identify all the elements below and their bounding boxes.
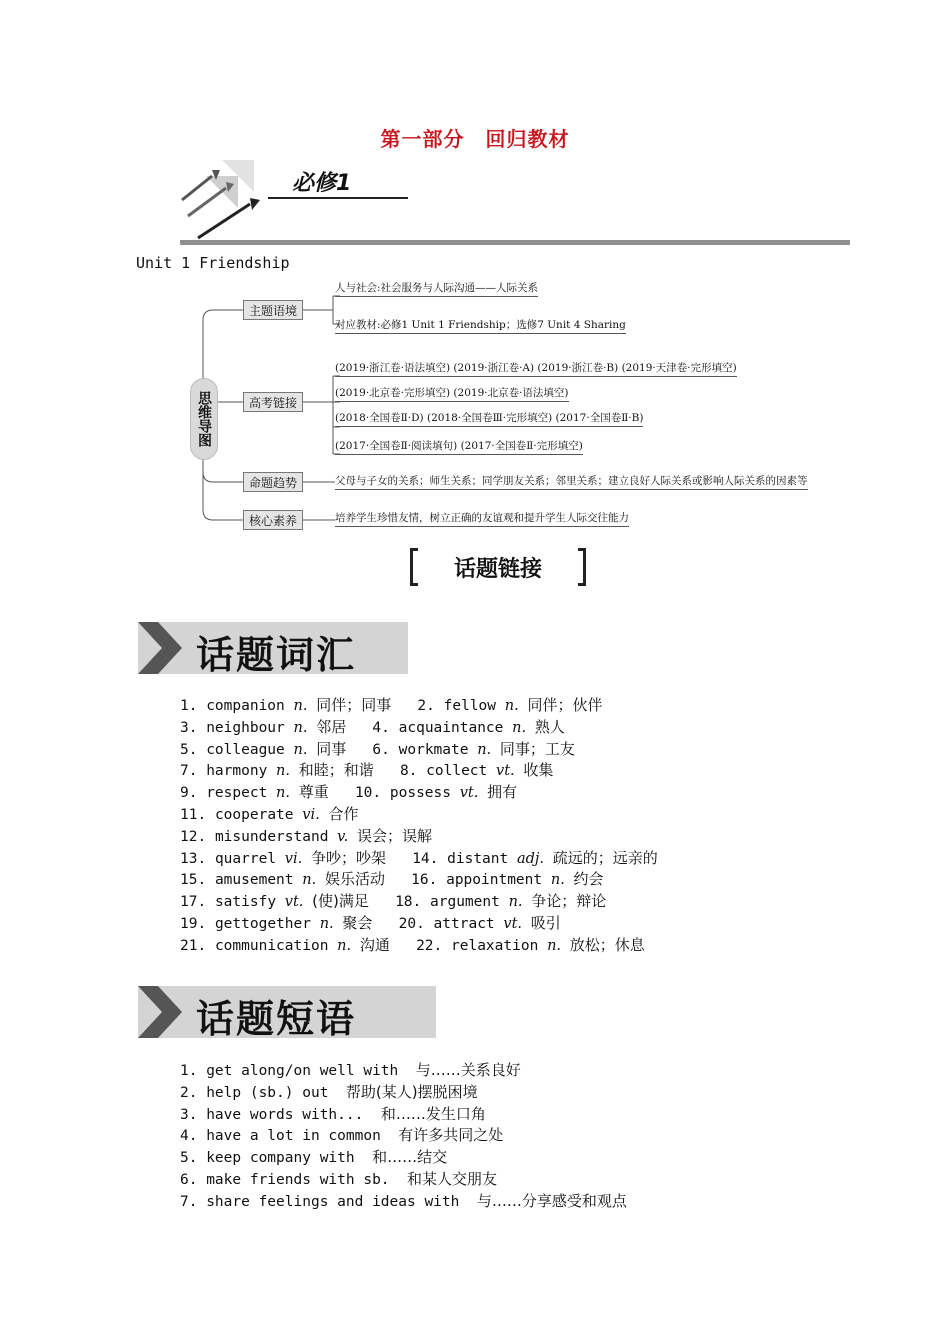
vocab-number: 7. <box>180 763 198 780</box>
phrase-english: have a lot in common <box>206 1128 381 1145</box>
bracket-right <box>578 548 586 586</box>
vocab-row <box>180 760 658 782</box>
vocab-pos: n. <box>337 937 352 954</box>
vocab-meaning: 娱乐活动 <box>324 870 385 889</box>
vocab-pos: n. <box>293 698 308 714</box>
mind-map-leaf: (2017·全国卷Ⅱ·阅读填句) (2017·全国卷Ⅱ·完形填空) <box>335 438 583 455</box>
mind-map-center: 思维导图 <box>190 378 218 460</box>
book-title: 必修1 <box>292 171 352 196</box>
vocab-number: 6. <box>372 741 390 758</box>
vocab-word: quarrel <box>214 850 277 867</box>
vocab-word: attract <box>433 915 495 932</box>
phrase-meaning: 与……关系良好 <box>415 1061 521 1079</box>
mind-map-node: 高考链接 <box>243 392 303 412</box>
vocab-pos: adj. <box>516 850 545 867</box>
mind-map <box>185 272 865 540</box>
phrase-english: make friends with sb. <box>206 1171 390 1188</box>
vocab-word: distant <box>447 850 509 867</box>
part-title: 第一部分 回归教材 <box>380 127 570 151</box>
vocab-number: 18. <box>395 894 422 911</box>
vocab-word: acquaintance <box>398 719 504 736</box>
vocab-pos: n. <box>477 741 492 758</box>
phrase-english: keep company with <box>206 1150 355 1167</box>
phrase-row <box>180 1191 627 1213</box>
phrase-number: 7. <box>180 1193 198 1210</box>
phrase-number: 2. <box>180 1084 198 1101</box>
vocab-pos: vt. <box>503 915 523 932</box>
topic-link-heading <box>410 548 586 586</box>
vocab-pos: n. <box>512 719 527 736</box>
vocab-word: fellow <box>443 698 497 714</box>
vocab-word: collect <box>426 763 488 780</box>
phrase-number: 3. <box>180 1106 198 1123</box>
phrase-english: help (sb.) out <box>206 1084 329 1101</box>
vocab-pos: vt. <box>284 894 304 911</box>
vocab-row <box>180 891 658 913</box>
vocab-meaning: 沟通 <box>359 935 390 954</box>
mind-map-leaf: 父母与子女的关系；师生关系；同学朋友关系；邻里关系；建立良好人际关系或影响人际关系的因素等 <box>335 473 808 490</box>
vocab-number: 10. <box>354 785 382 802</box>
vocab-number: 16. <box>411 872 438 889</box>
banner-divider <box>180 240 850 245</box>
phrase-row <box>180 1104 627 1126</box>
vocab-pos: n. <box>547 937 562 954</box>
phrase-english: get along/on well with <box>206 1063 399 1079</box>
vocab-meaning: 收集 <box>523 761 554 780</box>
phrase-row <box>180 1060 627 1082</box>
vocab-meaning: 误会；误解 <box>357 826 433 845</box>
phrase-row <box>180 1169 627 1191</box>
phrase-number: 4. <box>180 1128 198 1145</box>
vocab-meaning: 邻居 <box>316 717 347 736</box>
phrase-number: 6. <box>180 1171 198 1188</box>
vocab-section-title: 话题词汇 <box>196 633 357 677</box>
vocab-word: cooperate <box>214 806 294 823</box>
phrase-meaning: 和……发生口角 <box>380 1104 486 1123</box>
vocab-number: 1. <box>180 698 198 714</box>
vocab-meaning: 同事；工友 <box>499 739 575 758</box>
vocab-meaning: 同伴；同事 <box>316 696 392 714</box>
unit-title: Unit 1 Friendship <box>136 254 290 272</box>
phrase-meaning: 和……结交 <box>372 1148 448 1167</box>
vocab-number: 11. <box>180 806 207 823</box>
vocab-word: possess <box>389 785 451 802</box>
vocab-number: 22. <box>416 937 443 954</box>
vocab-meaning: 放松；休息 <box>569 935 645 954</box>
mind-map-leaf: (2019·浙江卷·语法填空) (2019·浙江卷·A) (2019·浙江卷·B) (2019·天津卷·完形填空) <box>335 360 737 377</box>
vocab-meaning: 拥有 <box>487 783 518 802</box>
vocab-pos: vt. <box>496 763 515 780</box>
vocab-pos: n. <box>276 763 290 780</box>
vocab-word: workmate <box>398 741 469 758</box>
vocab-word: harmony <box>206 763 268 780</box>
vocab-word: relaxation <box>451 937 539 954</box>
vocab-meaning: 同事 <box>316 739 347 758</box>
vocab-word: amusement <box>214 872 294 889</box>
vocab-word: gettogether <box>214 915 311 932</box>
vocab-word: companion <box>206 698 285 714</box>
vocab-number: 5. <box>180 741 198 758</box>
vocab-row <box>180 935 658 957</box>
vocab-word: misunderstand <box>214 828 329 845</box>
vocab-row <box>180 869 658 891</box>
mind-map-leaf: (2018·全国卷Ⅱ·D) (2018·全国卷Ⅲ·完形填空) (2017·全国卷Ⅱ·B) <box>335 410 643 427</box>
vocab-meaning: 聚会 <box>342 913 373 932</box>
phrase-meaning: 和某人交朋友 <box>407 1169 498 1188</box>
phrase-number: 5. <box>180 1150 198 1167</box>
vocab-meaning: 争吵；吵架 <box>310 848 386 867</box>
phrase-meaning: 与……分享感受和观点 <box>476 1191 627 1210</box>
phrase-row <box>180 1147 627 1169</box>
vocab-row <box>180 848 658 870</box>
book-title-underline <box>268 197 408 199</box>
vocab-meaning: 熟人 <box>534 717 565 736</box>
vocab-pos: n. <box>508 894 523 911</box>
vocab-pos: n. <box>293 719 308 736</box>
phrase-meaning: 有许多共同之处 <box>398 1126 504 1145</box>
phrase-list <box>180 1060 627 1213</box>
vocab-word: colleague <box>206 741 285 758</box>
phrase-english: have words with... <box>206 1106 364 1123</box>
vocab-number: 19. <box>180 915 207 932</box>
vocab-number: 8. <box>399 763 418 780</box>
mind-map-node: 主题语境 <box>243 300 303 320</box>
bracket-left <box>410 548 418 586</box>
vocab-pos: vi. <box>302 806 320 823</box>
phrase-section-banner <box>138 986 436 1041</box>
vocab-number: 17. <box>180 894 207 911</box>
vocab-pos: vt. <box>459 785 479 802</box>
vocab-word: neighbour <box>206 719 285 736</box>
vocab-row <box>180 695 658 717</box>
vocab-number: 13. <box>180 850 207 867</box>
vocab-number: 4. <box>372 719 390 736</box>
vocab-number: 14. <box>412 850 439 867</box>
phrase-row <box>180 1125 627 1147</box>
vocab-row <box>180 804 658 826</box>
vocab-number: 9. <box>180 785 198 802</box>
vocab-meaning: 同伴；伙伴 <box>527 696 603 714</box>
vocab-section-banner <box>138 622 408 677</box>
vocab-word: respect <box>206 785 268 802</box>
vocab-meaning: 合作 <box>328 804 359 823</box>
vocab-row <box>180 782 658 804</box>
vocab-list <box>180 695 658 957</box>
vocab-pos: vi. <box>284 850 303 867</box>
vocab-meaning: 约会 <box>573 870 604 889</box>
mind-map-leaf: (2019·北京卷·完形填空) (2019·北京卷·语法填空) <box>335 385 569 402</box>
vocab-meaning: 争论；辩论 <box>531 892 607 911</box>
mind-map-leaf: 培养学生珍惜友情，树立正确的友谊观和提升学生人际交往能力 <box>335 510 629 527</box>
vocab-word: satisfy <box>214 894 277 911</box>
vocab-meaning: (使)满足 <box>312 892 369 911</box>
vocab-number: 3. <box>180 719 198 736</box>
vocab-pos: n. <box>302 872 317 889</box>
vocab-pos: v. <box>337 828 349 845</box>
vocab-word: communication <box>214 937 329 954</box>
chevron-right-icon <box>138 622 186 674</box>
mind-map-leaf: 人与社会:社会服务与人际沟通——人际关系 <box>335 280 538 297</box>
vocab-pos: n. <box>319 915 334 932</box>
vocab-row <box>180 717 658 739</box>
phrase-english: share feelings and ideas with <box>206 1193 460 1210</box>
vocab-meaning: 吸引 <box>530 913 561 932</box>
phrase-row <box>180 1082 627 1104</box>
vocab-number: 20. <box>398 915 425 932</box>
vocab-pos: n. <box>293 741 308 758</box>
phrase-number: 1. <box>180 1063 198 1079</box>
vocab-row <box>180 826 658 848</box>
topic-link-label: 话题链接 <box>453 556 542 582</box>
vocab-meaning: 疏远的；远亲的 <box>552 848 658 867</box>
vocab-meaning: 尊重 <box>298 783 329 802</box>
vocab-pos: n. <box>504 698 519 714</box>
vocab-pos: n. <box>276 785 290 802</box>
vocab-word: argument <box>430 894 500 911</box>
vocab-number: 15. <box>180 872 207 889</box>
vocab-row <box>180 913 658 935</box>
mind-map-leaf: 对应教材:必修1 Unit 1 Friendship；选修7 Unit 4 Sharing <box>335 317 626 334</box>
arrows-logo-icon <box>176 158 272 248</box>
vocab-pos: n. <box>550 872 565 889</box>
phrase-meaning: 帮助(某人)摆脱困境 <box>345 1082 478 1101</box>
mind-map-node: 核心素养 <box>243 510 303 530</box>
vocab-word: appointment <box>446 872 543 889</box>
vocab-number: 21. <box>180 937 207 954</box>
mind-map-node: 命题趋势 <box>243 472 303 492</box>
chevron-right-icon <box>138 986 186 1038</box>
vocab-meaning: 和睦；和谐 <box>298 761 374 780</box>
vocab-number: 2. <box>417 698 435 714</box>
phrase-section-title: 话题短语 <box>196 997 357 1041</box>
vocab-number: 12. <box>180 828 207 845</box>
vocab-row <box>180 739 658 761</box>
